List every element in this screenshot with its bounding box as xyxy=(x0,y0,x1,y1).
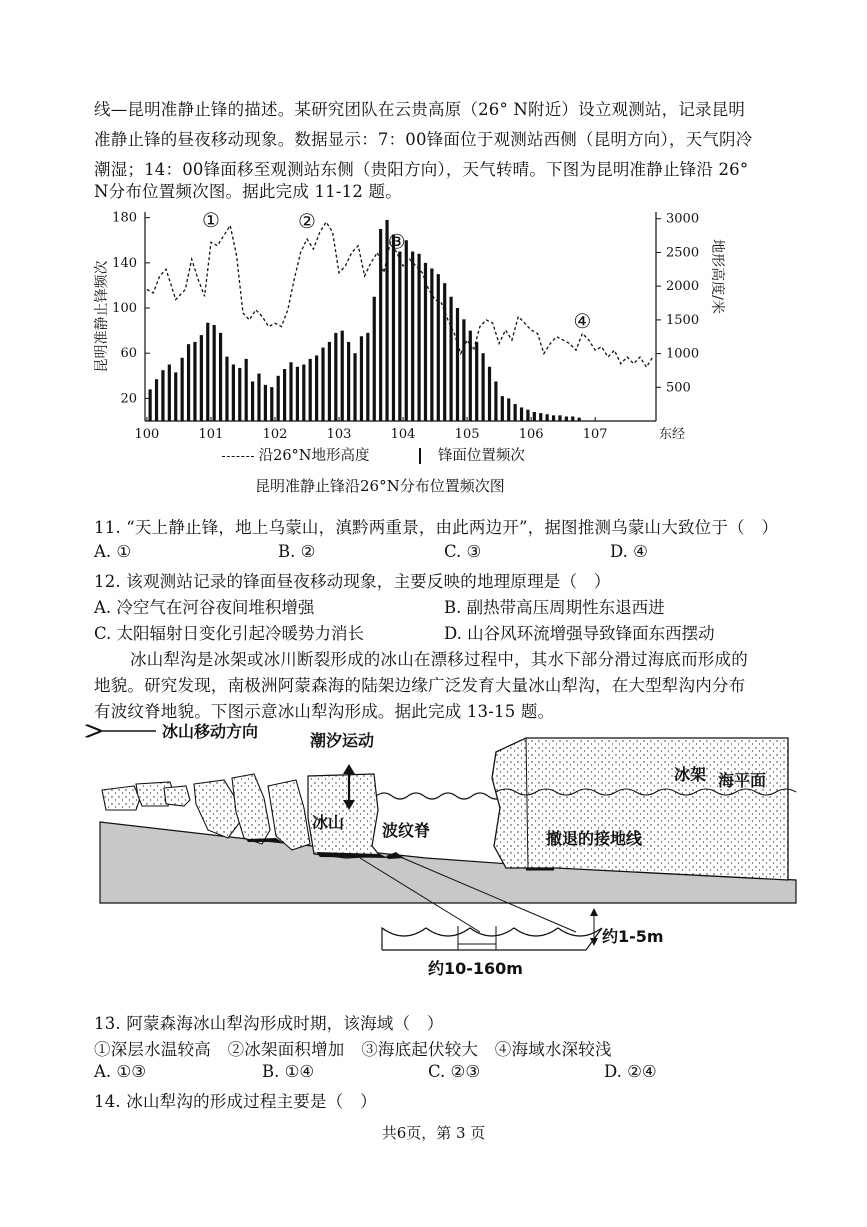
frequency-bar xyxy=(245,359,248,421)
chart-title: 昆明准静止锋沿26°N分布位置频次图 xyxy=(255,477,505,495)
q11-option-d: D. ④ xyxy=(610,542,648,561)
frequency-bar xyxy=(161,370,164,421)
legend-line-swatch xyxy=(222,456,254,457)
frequency-bar xyxy=(379,229,382,421)
frequency-bar xyxy=(494,381,497,421)
q13-option-c: C. ②③ xyxy=(428,1062,481,1081)
intro-line-1: 线—昆明准静止锋的描述。某研究团队在云贵高原（26° N附近）设立观测站，记录昆明 xyxy=(94,100,746,119)
iceberg-label: 冰山 xyxy=(312,813,345,832)
frequency-bar xyxy=(155,379,158,421)
y2-tick-label: 1000 xyxy=(666,346,700,362)
y2-tick-label: 3000 xyxy=(666,211,700,227)
passage2-line-1: 冰山犁沟是冰架或冰川断裂形成的冰山在漂移过程中，其水下部分滑过海底而形成的 xyxy=(130,650,748,669)
x-tick-label: 102 xyxy=(262,427,288,442)
q13-option-a: A. ①③ xyxy=(94,1062,146,1081)
frequency-bar xyxy=(225,357,228,421)
frequency-bar xyxy=(206,323,209,421)
q11-option-a: A. ① xyxy=(94,542,132,561)
frequency-bar xyxy=(302,365,305,421)
frequency-bar xyxy=(213,325,216,421)
y-tick-label: 20 xyxy=(120,391,137,407)
frequency-bar xyxy=(149,389,152,421)
q14-stem: 14. 冰山犁沟的形成过程主要是（ ） xyxy=(94,1092,377,1111)
frequency-bar xyxy=(430,268,433,421)
frequency-bar xyxy=(251,381,254,421)
y2-tick-label: 2000 xyxy=(666,279,700,295)
q12-stem: 12. 该观测站记录的锋面昼夜移动现象，主要反映的地理原理是（ ） xyxy=(94,572,611,591)
q12-option-d: D. 山谷风环流增强导致锋面东西摆动 xyxy=(444,624,715,643)
y2-tick-label: 2500 xyxy=(666,245,700,261)
frequency-bar xyxy=(424,263,427,421)
y-tick-label: 100 xyxy=(112,301,137,317)
frequency-bar xyxy=(565,416,568,421)
frequency-bar xyxy=(174,372,177,421)
chart-marker-label: ④ xyxy=(573,308,592,333)
frequency-bar xyxy=(193,342,196,421)
q11-option-b: B. ② xyxy=(278,542,316,561)
q13-option-d: D. ②④ xyxy=(604,1062,657,1081)
x-tick-label: 107 xyxy=(582,427,608,442)
frequency-bar xyxy=(315,355,318,421)
frequency-bar xyxy=(475,342,478,421)
frequency-bar xyxy=(270,387,273,421)
frequency-bar xyxy=(539,413,542,421)
q13-option-b: B. ①④ xyxy=(262,1062,315,1081)
frequency-bar xyxy=(392,235,395,421)
frequency-bar xyxy=(558,415,561,421)
legend-line-label: 沿26°N地形高度 xyxy=(258,448,370,464)
x-axis-label: 东经 xyxy=(659,427,686,442)
frequency-bar xyxy=(437,274,440,421)
ice-shelf-label: 冰架 xyxy=(674,765,707,784)
frequency-bar xyxy=(469,331,472,421)
frequency-bar xyxy=(283,369,286,421)
q11-option-c: C. ③ xyxy=(444,542,482,561)
frequency-bar xyxy=(449,297,452,421)
tide-label: 潮汐运动 xyxy=(310,731,375,750)
frequency-bar xyxy=(321,348,324,421)
q13-choices: ①深层水温较高 ②冰架面积增加 ③海底起伏较大 ④海域水深较浅 xyxy=(94,1040,612,1059)
frequency-bar xyxy=(578,418,581,421)
legend-bar-swatch xyxy=(419,448,421,464)
frequency-bar xyxy=(552,415,555,421)
ridge-label: 波纹脊 xyxy=(382,821,431,840)
intro-line-3: 潮湿；14：00锋面移至观测站东侧（贵阳方向），天气转晴。下图为昆明准静止锋沿 26° xyxy=(94,160,749,179)
passage2-line-2: 地貌。研究发现，南极洲阿蒙森海的陆架边缘广泛发育大量冰山犁沟，在大型犁沟内分布 xyxy=(94,676,746,695)
frequency-bar xyxy=(309,359,312,421)
frequency-bar xyxy=(520,407,523,421)
frequency-bar xyxy=(405,240,408,421)
frequency-bar xyxy=(353,353,356,421)
frequency-bar xyxy=(219,333,222,421)
ice-shelf xyxy=(492,738,788,880)
chart-marker-label: ③ xyxy=(387,229,406,254)
y2-axis-label: 地形高度/米 xyxy=(709,239,725,314)
frequency-bar xyxy=(507,398,510,421)
frequency-bar xyxy=(462,319,465,421)
frequency-bar xyxy=(264,385,267,421)
page-footer: 共6页，第 3 页 xyxy=(381,1124,486,1142)
ripple-profile xyxy=(382,928,602,950)
chart-svg xyxy=(88,200,725,445)
sea-level-wave xyxy=(376,793,504,799)
x-tick-label: 103 xyxy=(326,427,352,442)
frequency-bar xyxy=(277,376,280,421)
x-tick-label: 101 xyxy=(198,427,224,442)
y2-tick-label: 1500 xyxy=(666,312,700,328)
frequency-bar xyxy=(443,283,446,421)
frequency-bar xyxy=(456,308,459,421)
y-axis-label: 昆明准静止锋频次 xyxy=(94,260,110,373)
frequency-bar xyxy=(232,365,235,421)
frequency-bar xyxy=(417,254,420,421)
frequency-bar xyxy=(181,358,184,421)
intro-line-2: 准静止锋的昼夜移动现象。数据显示：7：00锋面位于观测站西侧（昆明方向），天气阴冷 xyxy=(94,130,753,149)
intro-line-4: N分布位置频次图。据此完成 11-12 题。 xyxy=(94,182,402,201)
frequency-bar xyxy=(341,331,344,421)
frequency-bar xyxy=(526,410,529,421)
frequency-bar xyxy=(296,367,299,421)
frequency-bar xyxy=(482,353,485,421)
frequency-bar xyxy=(533,412,536,421)
y-tick-label: 140 xyxy=(112,255,137,271)
q12-option-a: A. 冷空气在河谷夜间堆积增强 xyxy=(94,598,315,617)
direction-label: 冰山移动方向 xyxy=(162,722,259,741)
frequency-bar xyxy=(347,342,350,421)
frequency-bar xyxy=(514,404,517,421)
frequency-bar xyxy=(334,333,337,421)
iceberg-scour-diagram xyxy=(96,718,796,988)
y-tick-label: 60 xyxy=(120,346,137,362)
x-tick-label: 100 xyxy=(134,427,160,442)
frequency-bar xyxy=(501,396,504,421)
tide-arrow-head-up xyxy=(343,764,355,774)
frequency-bar xyxy=(289,362,292,421)
frequency-bar xyxy=(571,416,574,421)
frequency-bar xyxy=(200,335,203,421)
y2-tick-label: 500 xyxy=(666,380,691,396)
x-tick-label: 104 xyxy=(390,427,416,442)
frequency-bar xyxy=(257,374,260,421)
q11-stem: 11. “天上静止锋，地上乌蒙山，滇黔两重景，由此两边开”，据图推测乌蒙山大致位于（ ） xyxy=(94,518,779,537)
frequency-bar xyxy=(360,336,363,421)
frequency-bar xyxy=(488,367,491,421)
y-tick-label: 180 xyxy=(112,210,137,226)
chart-marker-label: ② xyxy=(298,209,316,234)
frequency-bar xyxy=(187,344,190,421)
q12-option-c: C. 太阳辐射日变化引起冷暖势力消长 xyxy=(94,624,365,643)
frequency-bar xyxy=(373,297,376,421)
frequency-bar xyxy=(168,365,171,421)
frequency-bar xyxy=(398,252,401,421)
legend-bar-label: 锋面位置频次 xyxy=(437,448,525,464)
diagram-svg xyxy=(96,718,796,988)
frequency-bar xyxy=(328,342,331,421)
x-tick-label: 106 xyxy=(518,427,544,442)
passage2-line-3: 有波纹脊地貌。下图示意冰山犁沟形成。据此完成 13-15 题。 xyxy=(94,702,555,721)
chart-marker-label: ① xyxy=(201,207,220,232)
frequency-bar xyxy=(366,333,369,421)
q12-option-b: B. 副热带高压周期性东退西进 xyxy=(444,598,665,617)
x-tick-label: 105 xyxy=(454,427,480,442)
sea-level-label: 海平面 xyxy=(718,771,767,790)
frequency-bar xyxy=(238,368,241,421)
frequency-bar xyxy=(546,414,549,421)
spacing-label: 约10-160m xyxy=(428,959,523,978)
q13-stem: 13. 阿蒙森海冰山犁沟形成时期，该海域（ ） xyxy=(94,1014,444,1033)
frequency-bar xyxy=(411,252,414,421)
grounding-line-label: 撤退的接地线 xyxy=(546,829,643,848)
height-label: 约1-5m xyxy=(602,927,664,946)
chart-legend xyxy=(222,444,525,465)
